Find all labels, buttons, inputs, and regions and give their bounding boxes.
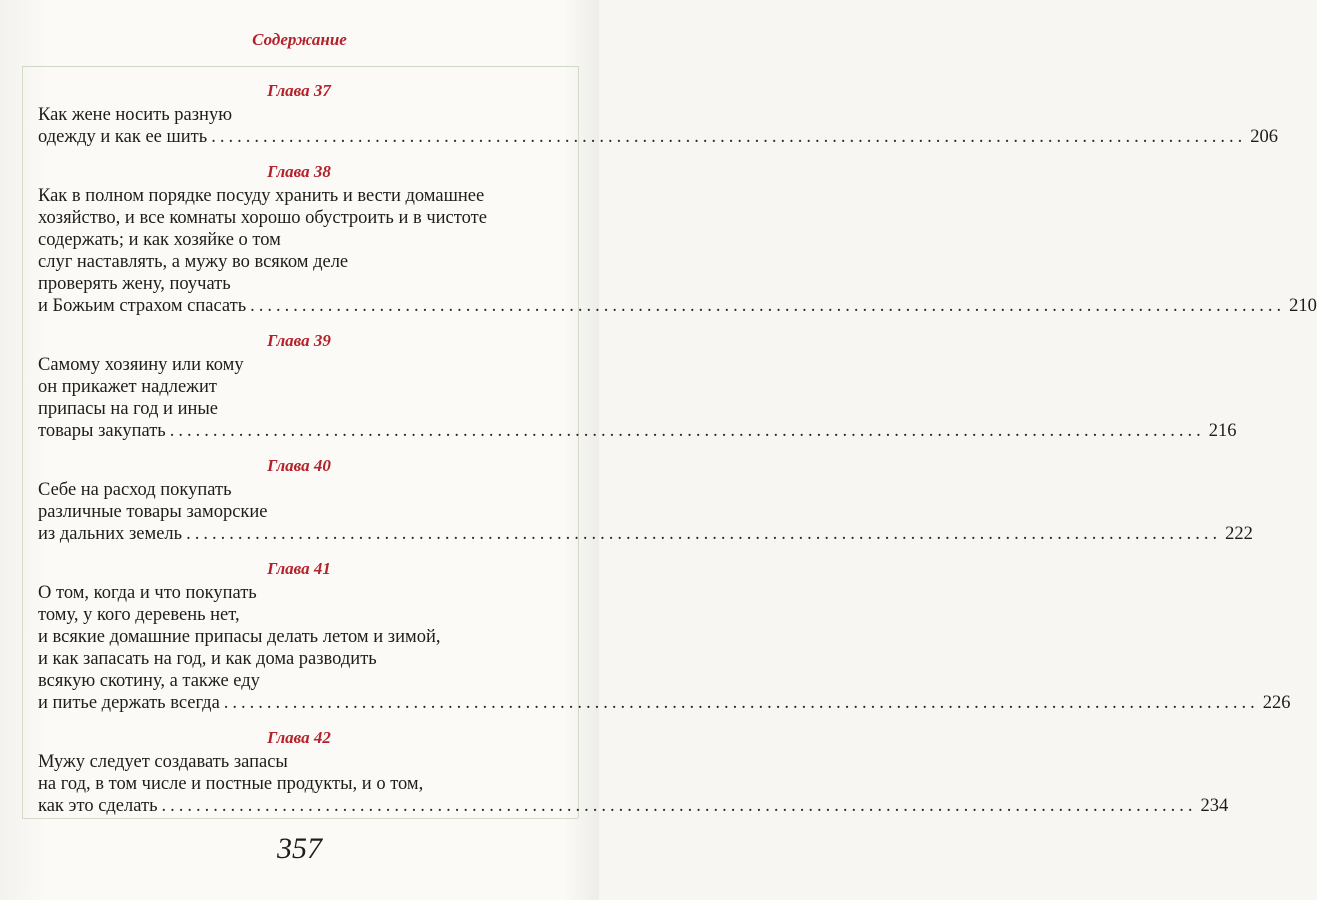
- entry-title-line: О том, когда и что покупать: [38, 583, 257, 603]
- chapter-heading: Глава 37: [267, 81, 331, 100]
- table-of-contents: [38, 80, 1317, 830]
- entry-title-line: и всякие домашние припасы делать летом и зимой,: [38, 627, 441, 647]
- entry-last-line: [38, 420, 1237, 442]
- entry-title-line: припасы на год и иные: [38, 399, 219, 419]
- entry-title-line: хозяйство, и все комнаты хорошо обустроить и в чистоте: [38, 208, 487, 228]
- entry-page-number: 222: [1225, 524, 1253, 544]
- entry-title-line: Себе на расход покупать: [38, 480, 232, 500]
- entry-title-line: проверять жену, поучать: [38, 274, 231, 294]
- chapter-heading: Глава 42: [267, 728, 331, 747]
- entry-page-number: 206: [1250, 127, 1278, 147]
- entry-title-line: одежду и как ее шить: [38, 127, 208, 147]
- entry-title-line: тому, у кого деревень нет,: [38, 605, 240, 625]
- entry-last-line: [38, 523, 1253, 545]
- entry-title-line: Самому хозяину или кому: [38, 355, 244, 375]
- dot-leader: ........................................................................................................................: [223, 693, 1259, 713]
- entry-last-line: [38, 795, 1229, 817]
- entry-last-line: [38, 295, 1317, 317]
- entry-title-line: из дальних земель: [38, 524, 183, 544]
- dot-leader: ........................................................................................................................: [186, 524, 1222, 544]
- entry-title-line: он прикажет надлежит: [38, 377, 217, 397]
- entry-title-line: и как запасать на год, и как дома разводить: [38, 649, 377, 669]
- toc-entry[interactable]: [38, 455, 1253, 545]
- entry-title-line: на год, в том числе и постные продукты, и о том,: [38, 774, 424, 794]
- entry-title-line: всякую скотину, а также еду: [38, 671, 260, 691]
- entry-title-line: слуг наставлять, а мужу во всяком деле: [38, 252, 349, 272]
- entry-title-line: товары закупать: [38, 421, 166, 441]
- entry-last-line: [38, 126, 1278, 148]
- dot-leader: ........................................................................................................................: [250, 296, 1286, 316]
- chapter-heading: Глава 39: [267, 331, 331, 350]
- page-number: 357: [277, 832, 322, 865]
- entry-last-line: [38, 692, 1291, 714]
- chapter-heading: Глава 40: [267, 456, 331, 475]
- chapter-heading: Глава 41: [267, 559, 331, 578]
- dot-leader: ........................................................................................................................: [169, 421, 1205, 441]
- entry-page-number: 234: [1200, 796, 1229, 816]
- frame-rule-top: [22, 66, 578, 67]
- entry-page-number: 216: [1208, 421, 1237, 441]
- toc-entry[interactable]: [38, 727, 1229, 817]
- entry-title-line: Как в полном порядке посуду хранить и вести домашнее: [38, 186, 485, 206]
- entry-page-number: 210: [1289, 296, 1317, 316]
- entry-title-line: как это сделать: [38, 796, 158, 816]
- dot-leader: ........................................................................................................................: [161, 796, 1197, 816]
- toc-entry[interactable]: [38, 161, 1317, 317]
- entry-title-line: содержать; и как хозяйке о том: [38, 230, 281, 250]
- toc-entry[interactable]: [38, 330, 1237, 442]
- entry-title-line: и питье держать всегда: [38, 693, 220, 713]
- entry-title-line: Мужу следует создавать запасы: [38, 752, 288, 772]
- entry-title-line: различные товары заморские: [38, 502, 268, 522]
- entry-page-number: 226: [1262, 693, 1291, 713]
- frame-rule-left: [22, 66, 23, 818]
- toc-entry[interactable]: [38, 558, 1291, 714]
- dot-leader: ........................................................................................................................: [211, 127, 1247, 147]
- running-header: Содержание: [252, 30, 347, 49]
- entry-title-line: и Божьим страхом спасать: [38, 296, 247, 316]
- chapter-heading: Глава 38: [267, 162, 331, 181]
- toc-entry[interactable]: [38, 80, 1278, 148]
- entry-title-line: Как жене носить разную: [38, 105, 233, 125]
